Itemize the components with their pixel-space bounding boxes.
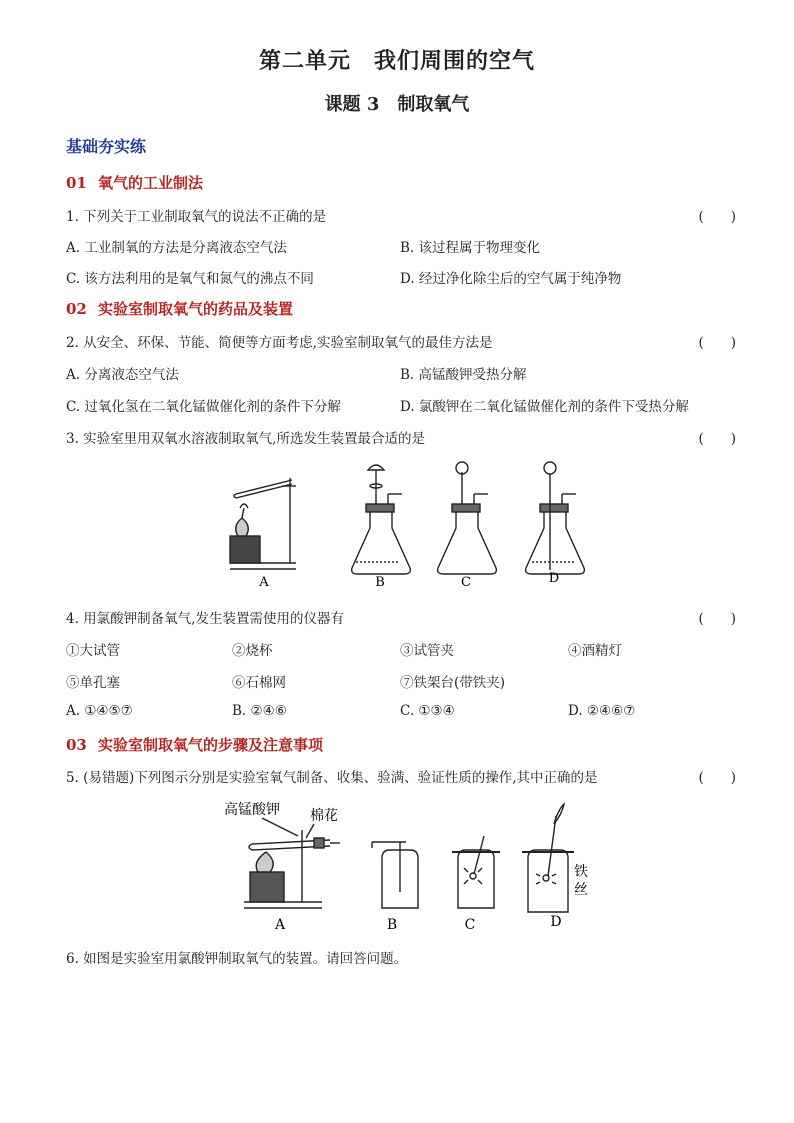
- answer-bracket: ( ): [698, 611, 736, 627]
- figure-label-d: D: [550, 914, 562, 930]
- option-d: D. ②④⑥⑦: [568, 703, 636, 719]
- apparatus-b-flask-funnel: [352, 465, 411, 574]
- label-cotton: 棉花: [310, 808, 338, 824]
- unit-title: 第二单元 我们周围的空气: [258, 48, 535, 74]
- option-d: D. 氯酸钾在二氧化锰做催化剂的条件下受热分解: [400, 399, 689, 415]
- apparatus-c-flask-funnel: [438, 462, 497, 574]
- question-3-stem: 3. 实验室里用双氧水溶液制取氧气,所选发生装置最合适的是: [66, 431, 425, 447]
- answer-bracket: ( ): [698, 770, 736, 786]
- figure-label-c: C: [464, 917, 476, 933]
- option-a: A. 分离液态空气法: [66, 367, 179, 383]
- operation-b-gas-bottle: [372, 842, 418, 908]
- figure-label-d: D: [548, 571, 560, 586]
- instrument-item: ③试管夹: [400, 643, 454, 659]
- label-kmno4: 高锰酸钾: [224, 802, 280, 818]
- instrument-item: ⑤单孔塞: [66, 675, 120, 691]
- figure-label-a: A: [259, 575, 269, 590]
- topic-heading-01: [66, 172, 203, 193]
- option-b: B. ②④⑥: [232, 703, 287, 719]
- operation-a-heating-kmno4: [244, 818, 340, 908]
- figure-label-a: A: [274, 917, 286, 933]
- figure-label-b: B: [375, 575, 385, 590]
- topic-number: 01: [66, 174, 87, 192]
- question-3-apparatus-figure: [222, 458, 588, 590]
- instrument-item: ⑦铁架台(带铁夹): [400, 675, 506, 691]
- question-2-stem: 2. 从安全、环保、节能、简便等方面考虑,实验室制取氧气的最佳方法是: [66, 335, 493, 351]
- option-c: C. 过氧化氢在二氧化锰做催化剂的条件下分解: [66, 399, 341, 415]
- instrument-item: ⑥石棉网: [232, 675, 286, 691]
- instrument-item: ①大试管: [66, 643, 120, 659]
- instrument-item: ④酒精灯: [568, 643, 622, 659]
- option-c: C. ①③④: [400, 703, 455, 719]
- answer-bracket: ( ): [698, 431, 736, 447]
- label-iron-wire-1: 铁: [574, 864, 588, 880]
- figure-label-c: C: [461, 575, 471, 590]
- lesson-title: 课题 3 制取氧气: [324, 94, 470, 115]
- option-b: B. 该过程属于物理变化: [400, 240, 541, 256]
- apparatus-d-flask-funnel: [526, 462, 585, 574]
- operation-c-bottle-check: [452, 836, 500, 908]
- operation-d-iron-wire-combustion: [522, 804, 574, 912]
- question-5-stem: 5. (易错题)下列图示分别是实验室氧气制备、收集、验满、验证性质的操作,其中正确的是: [66, 770, 598, 786]
- question-6-stem: 6. 如图是实验室用氯酸钾制取氧气的装置。请回答问题。: [66, 951, 408, 967]
- option-a: A. ①④⑤⑦: [66, 703, 133, 719]
- topic-heading-02: [66, 298, 293, 319]
- question-4-stem: 4. 用氯酸钾制备氧气,发生装置需使用的仪器有: [66, 611, 344, 627]
- topic-number: 02: [66, 300, 87, 318]
- instrument-item: ②烧杯: [232, 643, 273, 659]
- option-d: D. 经过净化除尘后的空气属于纯净物: [400, 271, 622, 287]
- topic-title: 实验室制取氧气的药品及装置: [98, 300, 294, 318]
- answer-bracket: ( ): [698, 209, 736, 225]
- option-b: B. 高锰酸钾受热分解: [400, 367, 527, 383]
- section-title: 基础夯实练: [66, 137, 147, 156]
- apparatus-a-heating-setup: [230, 478, 296, 569]
- topic-heading-03: [66, 734, 323, 755]
- option-a: A. 工业制氧的方法是分离液态空气法: [66, 240, 287, 256]
- question-5-operation-figure: [222, 796, 602, 936]
- question-1-stem: 1. 下列关于工业制取氧气的说法不正确的是: [66, 209, 327, 225]
- topic-number: 03: [66, 736, 87, 754]
- answer-bracket: ( ): [698, 335, 736, 351]
- label-iron-wire-2: 丝: [574, 882, 588, 898]
- topic-title: 实验室制取氧气的步骤及注意事项: [98, 736, 324, 754]
- figure-label-b: B: [386, 917, 398, 933]
- option-c: C. 该方法利用的是氧气和氮气的沸点不同: [66, 271, 314, 287]
- topic-title: 氧气的工业制法: [98, 174, 204, 192]
